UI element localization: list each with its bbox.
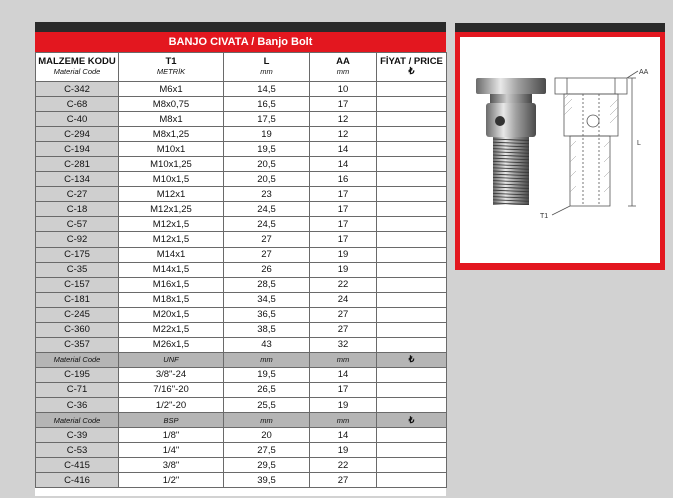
cell-aa: 22 [310,458,377,473]
cell-aa: 14 [310,157,377,172]
cell-price [377,473,447,488]
cell-aa: 27 [310,473,377,488]
product-image-frame [455,23,665,270]
cell-material-code: C-134 [36,172,119,187]
cell-material-code: C-416 [36,473,119,488]
bolt-photo [476,78,546,205]
table-row [36,458,447,473]
cell-aa: 19 [310,262,377,277]
cell-price [377,458,447,473]
cell-price [377,127,447,142]
cell-t1: M12x1,25 [119,202,224,217]
cell-price [377,202,447,217]
cell-material-code: C-357 [36,337,119,352]
cell-aa: 19 [310,247,377,262]
table-row [36,127,447,142]
cell-aa: 19 [310,443,377,458]
cell-aa: 14 [310,142,377,157]
cell-l: 38,5 [224,322,310,337]
cell-aa: 22 [310,277,377,292]
table-row [36,112,447,127]
cell-material-code: C-27 [36,187,119,202]
cell-t1: M8x1,25 [119,127,224,142]
cell-price [377,277,447,292]
cell-price [377,172,447,187]
table-row [36,187,447,202]
cell-t1: M20x1,5 [119,307,224,322]
cell-t1: 7/16"-20 [119,382,224,397]
table-row [36,172,447,187]
cell-material-code: C-194 [36,142,119,157]
product-table-panel [35,22,446,496]
table-row [36,322,447,337]
cell-price [377,112,447,127]
cell-price [377,157,447,172]
cell-material-code: C-342 [36,82,119,97]
cell-t1: M12x1,5 [119,232,224,247]
table-row [36,157,447,172]
cell-t1: 3/8" [119,458,224,473]
cell-t1: M10x1,5 [119,172,224,187]
drawing-label-t1: T1 [540,213,549,220]
cell-material-code: C-71 [36,382,119,397]
cell-material-code: C-36 [36,397,119,412]
cell-aa: 12 [310,127,377,142]
cell-aa: 24 [310,292,377,307]
table-row [36,232,447,247]
cell-t1: M6x1 [119,82,224,97]
cell-aa: 19 [310,397,377,412]
cell-material-code: C-245 [36,307,119,322]
cell-l: 20 [224,428,310,443]
cell-t1: 1/8" [119,428,224,443]
cell-price [377,187,447,202]
cell-price [377,307,447,322]
cell-t1: 1/2" [119,473,224,488]
cell-price [377,217,447,232]
header-aa: AA mm [310,53,377,82]
cell-material-code: C-157 [36,277,119,292]
cell-material-code: C-281 [36,157,119,172]
table-row [36,307,447,322]
cell-l: 43 [224,337,310,352]
banjo-bolt-table [35,52,447,488]
cell-aa: 27 [310,322,377,337]
cell-t1: UNF [119,352,224,367]
banjo-bolt-illustration [460,37,660,263]
cell-l: 20,5 [224,172,310,187]
cell-price [377,82,447,97]
cell-t1: M10x1,25 [119,157,224,172]
cell-price [377,443,447,458]
cell-l: mm [224,413,310,428]
table-row [36,337,447,352]
table-row [36,247,447,262]
cell-material-code: C-195 [36,367,119,382]
cell-l: 29,5 [224,458,310,473]
table-row [36,142,447,157]
cell-l: 26 [224,262,310,277]
table-row [36,202,447,217]
cell-price [377,382,447,397]
cell-price [377,232,447,247]
cell-t1: M18x1,5 [119,292,224,307]
cell-l: 28,5 [224,277,310,292]
cell-t1: M14x1,5 [119,262,224,277]
cell-l: 34,5 [224,292,310,307]
cell-aa: mm [310,352,377,367]
cell-t1: M12x1 [119,187,224,202]
header-price: FİYAT / PRICE ₺ [377,53,447,82]
cell-price [377,97,447,112]
cell-material-code: C-35 [36,262,119,277]
cell-l: 19,5 [224,142,310,157]
cell-l: 27,5 [224,443,310,458]
cell-t1: M12x1,5 [119,217,224,232]
cell-aa: 17 [310,382,377,397]
cell-material-code: C-92 [36,232,119,247]
cell-l: 39,5 [224,473,310,488]
cell-aa: 17 [310,202,377,217]
cell-material-code: C-360 [36,322,119,337]
cell-aa: 17 [310,97,377,112]
cell-aa: 17 [310,217,377,232]
cell-material-code: Material Code [36,413,119,428]
drawing-label-l: L [637,140,641,147]
table-row [36,292,447,307]
cell-price: ₺ [377,413,447,428]
cell-price [377,337,447,352]
cell-l: 19 [224,127,310,142]
cell-material-code: Material Code [36,352,119,367]
cell-aa: 27 [310,307,377,322]
cell-t1: M8x1 [119,112,224,127]
section-header-bsp [36,413,447,428]
cell-t1: 1/2"-20 [119,397,224,412]
bolt-threads [493,137,529,205]
cell-material-code: C-175 [36,247,119,262]
table-title: BANJO CIVATA / Banjo Bolt [35,32,446,52]
cell-aa: 32 [310,337,377,352]
cell-t1: M8x0,75 [119,97,224,112]
cell-l: 16,5 [224,97,310,112]
drawing-label-aa: AA [639,69,649,76]
cell-l: 25,5 [224,397,310,412]
cell-material-code: C-40 [36,112,119,127]
cell-price: ₺ [377,352,447,367]
cell-material-code: C-39 [36,428,119,443]
cell-t1: M10x1 [119,142,224,157]
table-body [36,53,447,488]
cell-aa: 10 [310,82,377,97]
cell-t1: M22x1,5 [119,322,224,337]
cell-aa: 17 [310,187,377,202]
image-top-bar [455,23,665,32]
product-image-area [460,37,660,263]
panel-top-bar [35,22,446,32]
table-row [36,277,447,292]
table-row [36,262,447,277]
cell-price [377,322,447,337]
table-header-row [36,53,447,82]
cell-l: 24,5 [224,202,310,217]
cell-l: 26,5 [224,382,310,397]
cell-t1: M26x1,5 [119,337,224,352]
cell-material-code: C-57 [36,217,119,232]
cell-material-code: C-68 [36,97,119,112]
cell-l: 24,5 [224,217,310,232]
table-row [36,428,447,443]
cell-price [377,292,447,307]
cell-material-code: C-53 [36,443,119,458]
cell-t1: M14x1 [119,247,224,262]
cell-l: 27 [224,232,310,247]
cell-t1: M16x1,5 [119,277,224,292]
cell-l: 20,5 [224,157,310,172]
technical-drawing [552,71,638,215]
cell-material-code: C-294 [36,127,119,142]
header-material-code: MALZEME KODU Material Code [36,53,119,82]
cell-price [377,142,447,157]
cell-l: 27 [224,247,310,262]
cell-l: 36,5 [224,307,310,322]
cell-aa: 14 [310,428,377,443]
cell-t1: BSP [119,413,224,428]
cell-price [377,247,447,262]
cell-price [377,397,447,412]
table-row [36,473,447,488]
cell-t1: 1/4" [119,443,224,458]
cell-l: 17,5 [224,112,310,127]
cell-material-code: C-181 [36,292,119,307]
cell-l: mm [224,352,310,367]
cell-material-code: C-18 [36,202,119,217]
cell-t1: 3/8"-24 [119,367,224,382]
cell-l: 23 [224,187,310,202]
table-row [36,397,447,412]
header-l: L mm [224,53,310,82]
cell-l: 19,5 [224,367,310,382]
table-row [36,367,447,382]
cell-aa: 14 [310,367,377,382]
header-t1: T1 METRİK [119,53,224,82]
table-row [36,97,447,112]
cell-l: 14,5 [224,82,310,97]
cell-price [377,262,447,277]
cell-aa: 12 [310,112,377,127]
section-header-unf [36,352,447,367]
cell-price [377,367,447,382]
table-row [36,382,447,397]
table-row [36,217,447,232]
cell-price [377,428,447,443]
cell-aa: mm [310,413,377,428]
table-row [36,443,447,458]
cell-aa: 16 [310,172,377,187]
cell-material-code: C-415 [36,458,119,473]
cell-aa: 17 [310,232,377,247]
table-row [36,82,447,97]
